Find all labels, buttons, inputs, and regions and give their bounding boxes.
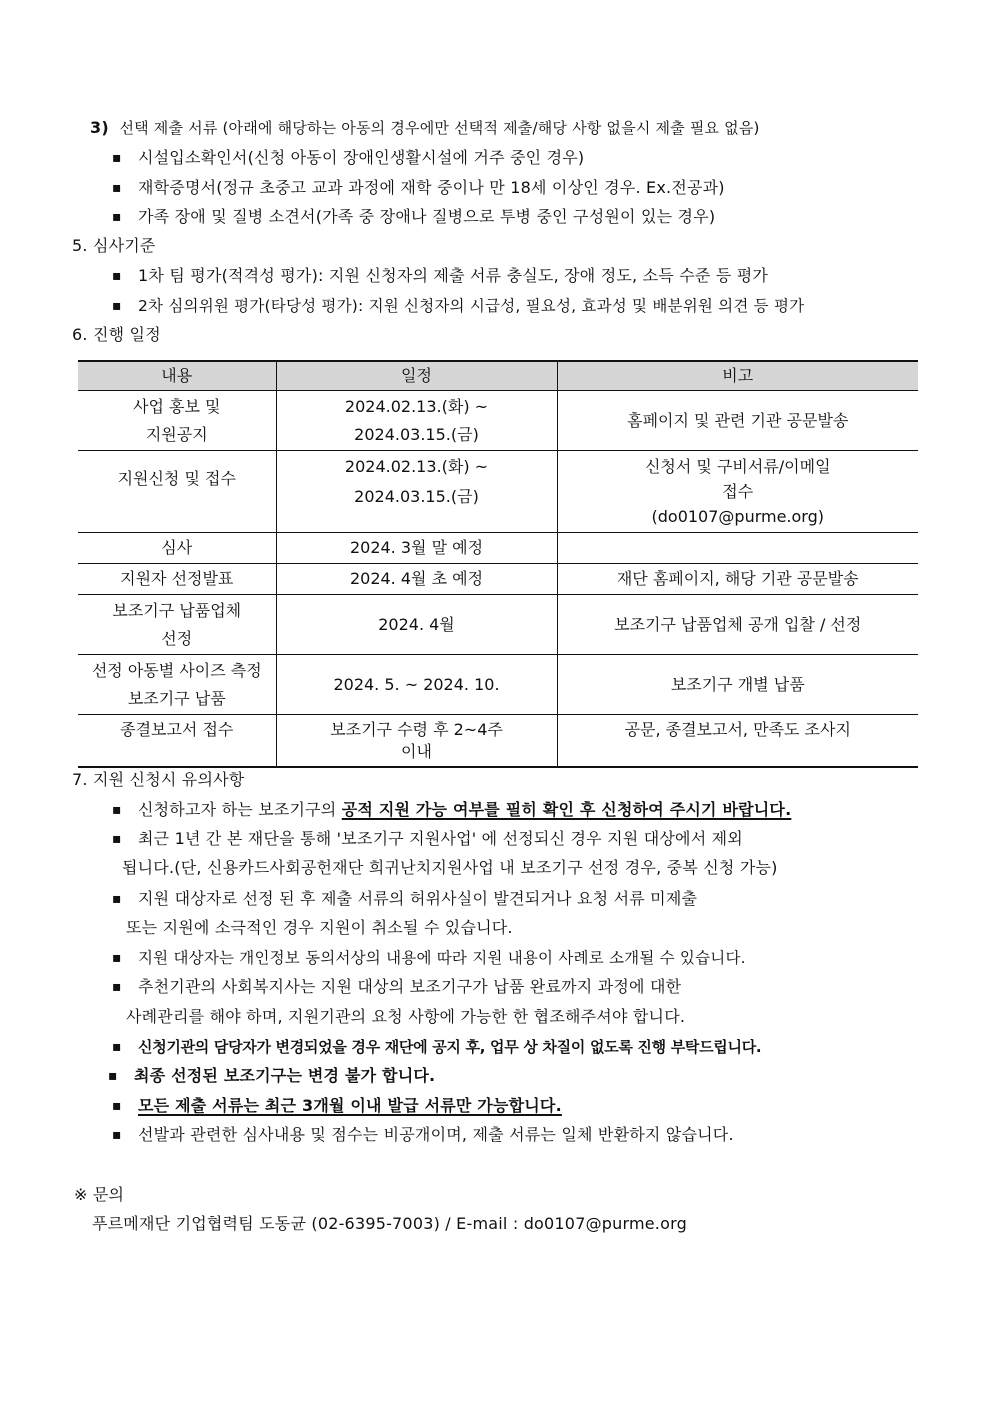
table-row bbox=[78, 595, 918, 655]
table-row bbox=[78, 451, 918, 533]
row4-content: 지원자 선정발표 bbox=[78, 564, 276, 595]
row5-schedule: 2024. 4월 bbox=[276, 595, 557, 655]
row5-content: 보조기구 납품업체 선정 bbox=[78, 595, 276, 655]
row1-content: 사업 홍보 및 지원공지 bbox=[78, 391, 276, 451]
table-row bbox=[78, 564, 918, 595]
schedule-table bbox=[78, 360, 918, 768]
notice-item-9: ▪ 선발과 관련한 심사내용 및 점수는 비공개이며, 제출 서류는 일체 반환하지 않습니다. bbox=[138, 1125, 734, 1145]
notice-item-6: ▪ 신청기관의 담당자가 변경되었을 경우 재단에 공지 후, 업무 상 차질이 없도록 진행 부탁드립니다. bbox=[138, 1037, 761, 1057]
notice-item-5-line2: 사례관리를 해야 하며, 지원기관의 요청 사항에 가능한 한 협조해주셔야 합니다. bbox=[126, 1007, 686, 1026]
section3-number: 3) bbox=[90, 118, 109, 137]
row7-content: 종결보고서 접수 bbox=[78, 715, 276, 767]
section5-heading: 5. 심사기준 bbox=[72, 236, 156, 255]
section6-heading: 6. 진행 일정 bbox=[72, 325, 161, 344]
notice-item-1: ▪ 신청하고자 하는 보조기구의 공적 지원 가능 여부를 필히 확인 후 신청하여 주시기 바랍니다. bbox=[138, 800, 791, 820]
notice-item-3-line1: ▪ 지원 대상자로 선정 된 후 제출 서류의 허위사실이 발견되거나 요청 서류 미제출 bbox=[138, 889, 697, 909]
section3-heading bbox=[90, 118, 760, 138]
notice-item-7: ▪ 최종 선정된 보조기구는 변경 불가 합니다. bbox=[134, 1066, 435, 1086]
row7-schedule: 보조기구 수령 후 2~4주 이내 bbox=[276, 715, 557, 767]
table-row bbox=[78, 391, 918, 451]
row3-content: 심사 bbox=[78, 533, 276, 564]
section3-title: 선택 제출 서류 (아래에 해당하는 아동의 경우에만 선택적 제출/해당 사항 없을시 제출 필요 없음) bbox=[119, 119, 760, 137]
section5-item-2: ▪ 2차 심의위원 평가(타당성 평가): 지원 신청자의 시급성, 필요성, 효과성 및 배분위원 의견 등 평가 bbox=[138, 296, 804, 316]
row6-content: 선정 아동별 사이즈 측정 보조기구 납품 bbox=[78, 655, 276, 715]
table-row bbox=[78, 533, 918, 564]
contact-info: 푸르메재단 기업협력팀 도동균 (02-6395-7003) / E-mail : do0107@purme.org bbox=[92, 1214, 687, 1233]
schedule-header-row bbox=[78, 361, 918, 391]
row1-note: 홈페이지 및 관련 기관 공문발송 bbox=[557, 391, 918, 451]
notice-item-8: ▪ 모든 제출 서류는 최근 3개월 이내 발급 서류만 가능합니다. bbox=[138, 1096, 562, 1116]
notice-item-5-line1: ▪ 추천기관의 사회복지사는 지원 대상의 보조기구가 납품 완료까지 과정에 대한 bbox=[138, 977, 681, 997]
section7-heading: 7. 지원 신청시 유의사항 bbox=[72, 770, 245, 789]
row3-note bbox=[557, 533, 918, 564]
row7-note: 공문, 종결보고서, 만족도 조사지 bbox=[557, 715, 918, 767]
section3-item-2: ▪ 재학증명서(정규 초중고 교과 과정에 재학 중이나 만 18세 이상인 경우. Ex.전공과) bbox=[138, 178, 725, 198]
section5-item-1: ▪ 1차 팀 평가(적격성 평가): 지원 신청자의 제출 서류 충실도, 장애 정도, 소득 수준 등 평가 bbox=[138, 266, 768, 286]
row2-content: 지원신청 및 접수 bbox=[78, 451, 276, 533]
row2-schedule: 2024.02.13.(화) ~ 2024.03.15.(금) bbox=[276, 451, 557, 533]
row6-note: 보조기구 개별 납품 bbox=[557, 655, 918, 715]
notice-item-2-line2: 됩니다.(단, 신용카드사회공헌재단 희귀난치지원사업 내 보조기구 선정 경우, 중복 신청 가능) bbox=[122, 858, 778, 877]
table-row bbox=[78, 715, 918, 767]
notice-item-2-line1: ▪ 최근 1년 간 본 재단을 통해 '보조기구 지원사업' 에 선정되신 경우 지원 대상에서 제외 bbox=[138, 829, 743, 849]
row4-schedule: 2024. 4월 초 예정 bbox=[276, 564, 557, 595]
header-schedule: 일정 bbox=[276, 361, 557, 391]
row5-note: 보조기구 납품업체 공개 입찰 / 선정 bbox=[557, 595, 918, 655]
row2-note: 신청서 및 구비서류/이메일 접수 (do0107@purme.org) bbox=[557, 451, 918, 533]
notice-item-1-emphasis: 공적 지원 가능 여부를 필히 확인 후 신청하여 주시기 바랍니다. bbox=[341, 800, 792, 819]
section3-item-3: ▪ 가족 장애 및 질병 소견서(가족 중 장애나 질병으로 투병 중인 구성원이 있는 경우) bbox=[138, 207, 715, 227]
notice-item-4: ▪ 지원 대상자는 개인정보 동의서상의 내용에 따라 지원 내용이 사례로 소개될 수 있습니다. bbox=[138, 948, 746, 968]
notice-item-3-line2: 또는 지원에 소극적인 경우 지원이 취소될 수 있습니다. bbox=[126, 918, 513, 937]
contact-label: ※ 문의 bbox=[74, 1185, 125, 1204]
header-note: 비고 bbox=[557, 361, 918, 391]
row3-schedule: 2024. 3월 말 예정 bbox=[276, 533, 557, 564]
row4-note: 재단 홈페이지, 해당 기관 공문발송 bbox=[557, 564, 918, 595]
row6-schedule: 2024. 5. ~ 2024. 10. bbox=[276, 655, 557, 715]
row1-schedule: 2024.02.13.(화) ~ 2024.03.15.(금) bbox=[276, 391, 557, 451]
header-content: 내용 bbox=[78, 361, 276, 391]
section3-item-1: ▪ 시설입소확인서(신청 아동이 장애인생활시설에 거주 중인 경우) bbox=[138, 148, 584, 168]
table-row bbox=[78, 655, 918, 715]
